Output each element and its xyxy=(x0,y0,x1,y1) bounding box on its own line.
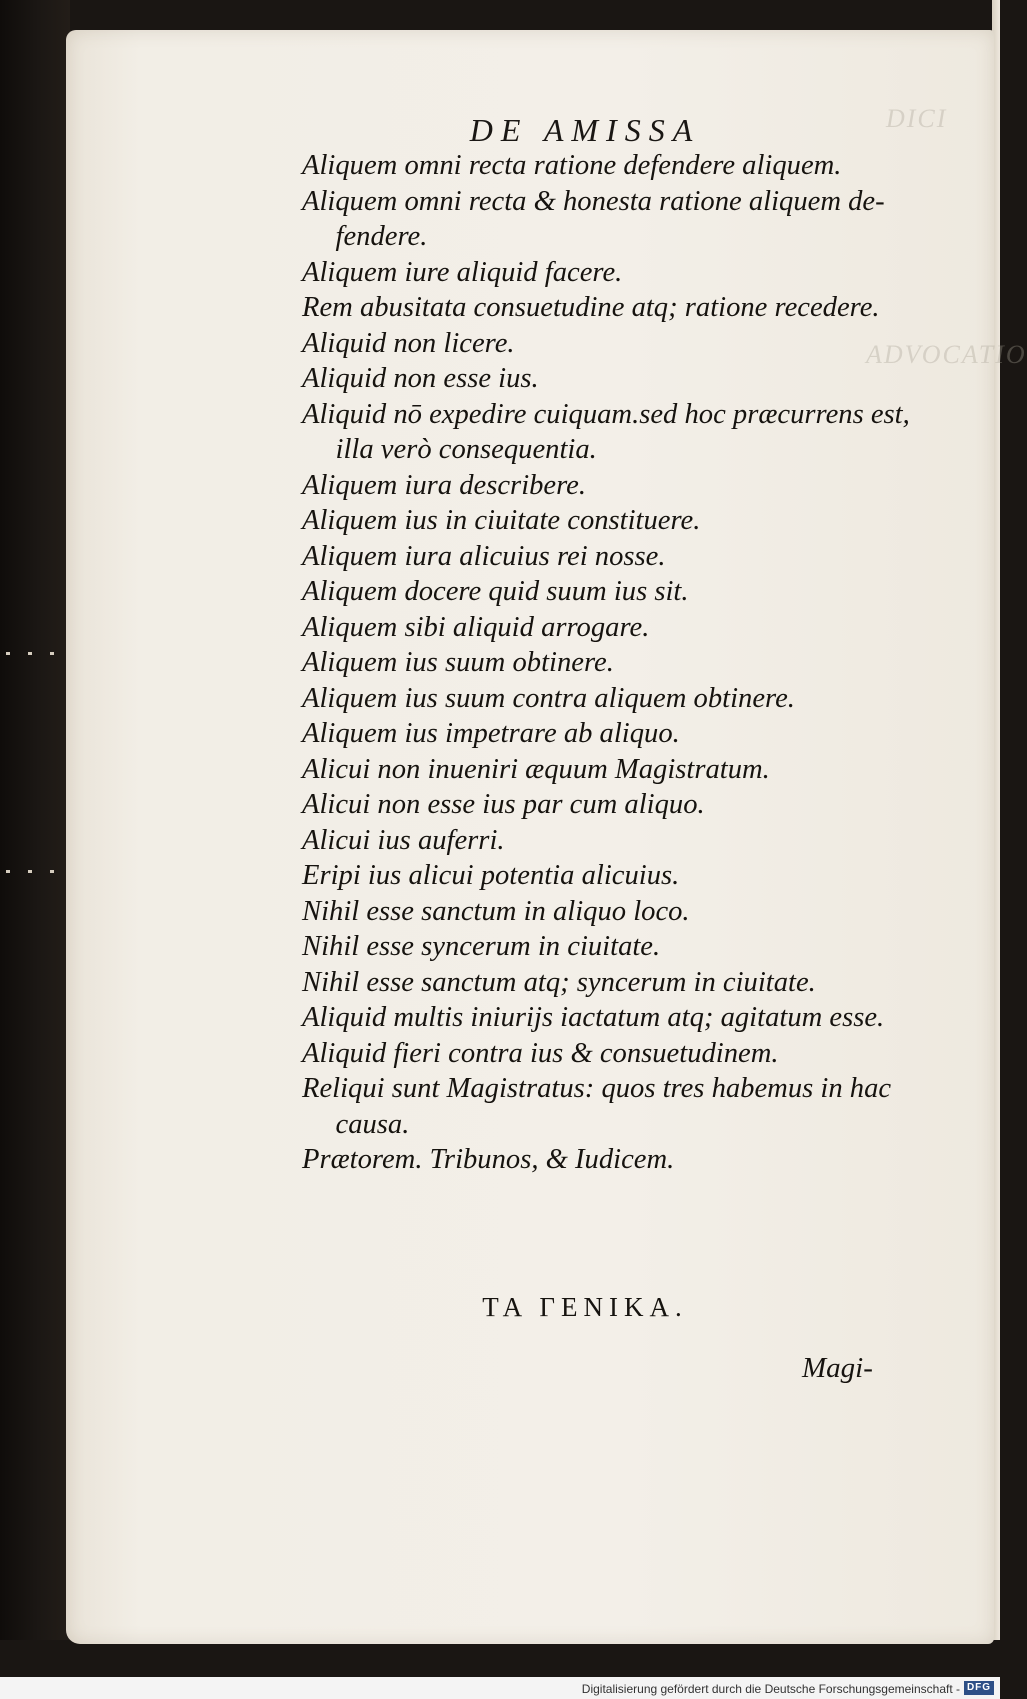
text-line: Alicui non inueniri æquum Magistratum. xyxy=(302,752,770,785)
text-line: Aliquem ius suum contra aliquem obtinere. xyxy=(302,681,795,714)
text-line: Rem abusitata consuetudine atq; ratione recedere. xyxy=(302,291,880,323)
text-line: causa. xyxy=(335,1107,410,1140)
bleed-through-text: ADVOCATIO xyxy=(866,340,1027,369)
text-line: Alicui non esse ius par cum aliquo. xyxy=(302,788,705,820)
text-line: Aliquid fieri contra ius & consuetudinem. xyxy=(302,1036,779,1069)
text-line: Aliquem iura describere. xyxy=(302,468,587,501)
text-line: Aliquem ius in ciuitate constituere. xyxy=(302,504,701,536)
text-line: Eripi ius alicui potentia alicuius. xyxy=(302,859,680,891)
text-line: Aliquem docere quid suum ius sit. xyxy=(302,575,689,607)
dfg-logo: DFG xyxy=(964,1681,994,1695)
scan-background-left xyxy=(0,0,70,1640)
text-line: Aliquem omni recta & honesta ratione aliquem de- xyxy=(302,184,885,217)
text-line: Aliquid non licere. xyxy=(302,326,515,359)
text-line: Nihil esse sanctum atq; syncerum in ciuitate. xyxy=(302,965,816,998)
book-page xyxy=(66,30,1027,1644)
text-line: Aliquem omni recta ratione defendere aliquem. xyxy=(302,149,842,181)
running-header: DE AMISSA xyxy=(469,112,701,148)
text-line: Aliquid multis iniurijs iactatum atq; agitatum esse. xyxy=(302,1001,885,1033)
text-line: Aliquem ius impetrare ab aliquo. xyxy=(302,717,680,749)
text-line: Aliquid nō expedire cuiquam.sed hoc præcurrens est, xyxy=(302,397,910,430)
text-body xyxy=(302,148,992,1178)
text-line: Aliquem ius suum obtinere. xyxy=(302,646,614,678)
bleed-through-text: DICI xyxy=(886,104,948,133)
text-line: illa verò consequentia. xyxy=(335,433,597,465)
text-line: Nihil esse syncerum in ciuitate. xyxy=(302,930,661,962)
text-line: Aliquem iura alicuius rei nosse. xyxy=(302,539,666,572)
footer-bar xyxy=(0,1677,1000,1699)
catchword: Magi- xyxy=(802,1352,873,1384)
text-line: Prætorem. Tribunos, & Iudicem. xyxy=(302,1143,675,1175)
text-line: Reliqui sunt Magistratus: quos tres habemus in hac xyxy=(302,1072,892,1104)
text-line: Aliquem iure aliquid facere. xyxy=(302,255,623,288)
text-line: Nihil esse sanctum in aliquo loco. xyxy=(302,894,690,927)
edge-marks-lower xyxy=(0,870,70,874)
text-line: Aliquem sibi aliquid arrogare. xyxy=(302,610,650,643)
text-line: Aliquid non esse ius. xyxy=(302,362,539,394)
text-line: Alicui ius auferri. xyxy=(302,823,505,856)
text-line: fendere. xyxy=(335,220,428,252)
funding-credit: Digitalisierung gefördert durch die Deutsche Forschungsgemeinschaft - xyxy=(581,1682,960,1696)
edge-marks-upper xyxy=(0,652,70,656)
section-title: ΤΑ ΓΕΝΙΚΑ. xyxy=(482,1292,688,1322)
